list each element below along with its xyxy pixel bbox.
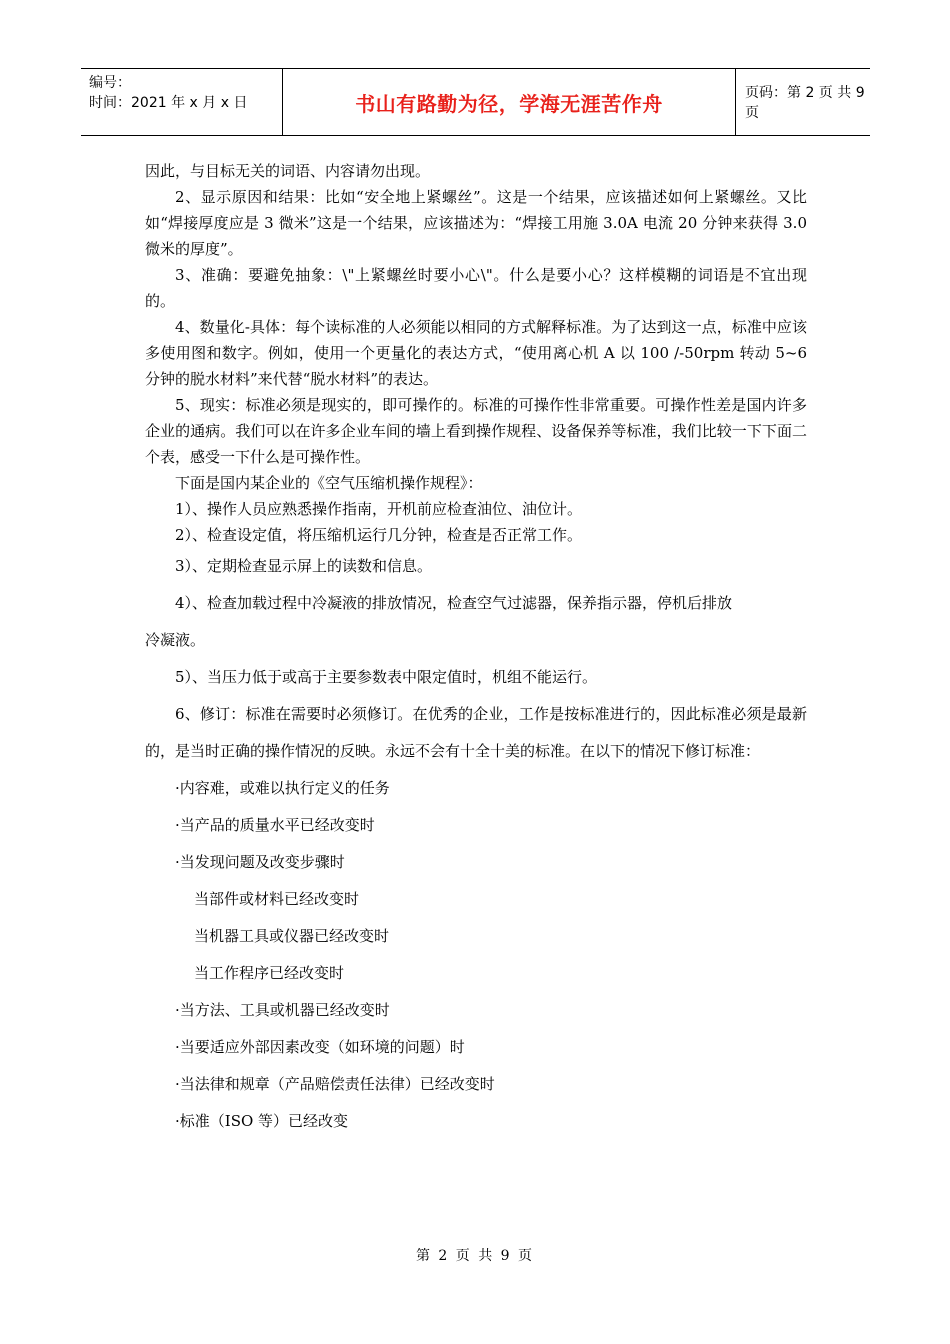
list-item: ·当产品的质量水平已经改变时	[175, 816, 375, 834]
paragraph: 5、现实：标准必须是现实的，即可操作的。标准的可操作性非常重要。可操作性差是国内许多企业的通病。我们可以在许多企业车间的墙上看到操作规程、设备保养等标准，我们比较一下下面二个表，感受一下什么是可操作性。	[145, 396, 807, 466]
procedure-step: 3）、定期检查显示屏上的读数和信息。	[175, 557, 433, 575]
header-motto-cell	[283, 69, 736, 135]
sub-list-item: 当机器工具或仪器已经改变时	[194, 927, 390, 945]
procedure-step-cont: 冷凝液。	[145, 631, 206, 649]
list-item: ·当方法、工具或机器已经改变时	[175, 1001, 390, 1019]
procedure-step: 2）、检查设定值，将压缩机运行几分钟，检查是否正常工作。	[175, 526, 583, 544]
list-item: ·当发现问题及改变步骤时	[175, 853, 345, 871]
procedure-step: 5）、当压力低于或高于主要参数表中限定值时，机组不能运行。	[175, 668, 598, 686]
paragraph: 下面是国内某企业的《空气压缩机操作规程》：	[175, 474, 483, 492]
list-item: ·当法律和规章（产品赔偿责任法律）已经改变时	[175, 1075, 495, 1093]
list-item: ·标准（ISO 等）已经改变	[175, 1112, 349, 1130]
header-meta	[81, 69, 283, 135]
header-motto: 书山有路勤为径，学海无涯苦作舟	[355, 91, 663, 116]
paragraph: 因此，与目标无关的词语、内容请勿出现。	[145, 162, 431, 180]
paragraph: 2、显示原因和结果：比如“安全地上紧螺丝”。这是一个结果，应该描述如何上紧螺丝。又比如“焊接厚度应是 3 微米”这是一个结果，应该描述为：“焊接工用施 3.0A 电流 20 分钟来获得 3.0 微米的厚度”。	[145, 188, 807, 258]
paragraph: 4、数量化-具体：每个读标准的人必须能以相同的方式解释标准。为了达到这一点，标准中应该多使用图和数字。例如，使用一个更量化的表达方式，“使用离心机 A 以 100 /-50rpm 转动 5~6 分钟的脱水材料”来代替“脱水材料”的表达。	[145, 318, 807, 388]
paragraph: 6、修订：标准在需要时必须修订。在优秀的企业，工作是按标准进行的，因此标准必须是最新的，是当时正确的操作情况的反映。永远不会有十全十美的标准。在以下的情况下修订标准：	[145, 705, 807, 760]
list-item: ·内容难，或难以执行定义的任务	[175, 779, 390, 797]
page-footer: 第 2 页 共 9 页	[415, 1248, 535, 1264]
procedure-step: 1）、操作人员应熟悉操作指南，开机前应检查油位、油位计。	[175, 500, 583, 518]
doc-number-label: 编号：	[89, 75, 131, 91]
sub-list-item: 当工作程序已经改变时	[194, 964, 345, 982]
header-page-cell	[736, 69, 870, 135]
procedure-step: 4）、检查加载过程中冷凝液的排放情况，检查空气过滤器，保养指示器，停机后排放	[175, 594, 733, 612]
sub-list-item: 当部件或材料已经改变时	[194, 890, 360, 908]
document-body	[145, 158, 807, 1140]
paragraph: 3、准确：要避免抽象：\"上紧螺丝时要小心\"。什么是要小心？这样模糊的词语是不宜出现的。	[145, 266, 807, 310]
list-item: ·当要适应外部因素改变（如环境的问题）时	[175, 1038, 465, 1056]
page-header	[81, 68, 870, 136]
doc-date-label: 时间：2021 年 x 月 x 日	[89, 95, 248, 111]
header-page-label: 页码：第 2 页 共 9 页	[745, 85, 865, 121]
